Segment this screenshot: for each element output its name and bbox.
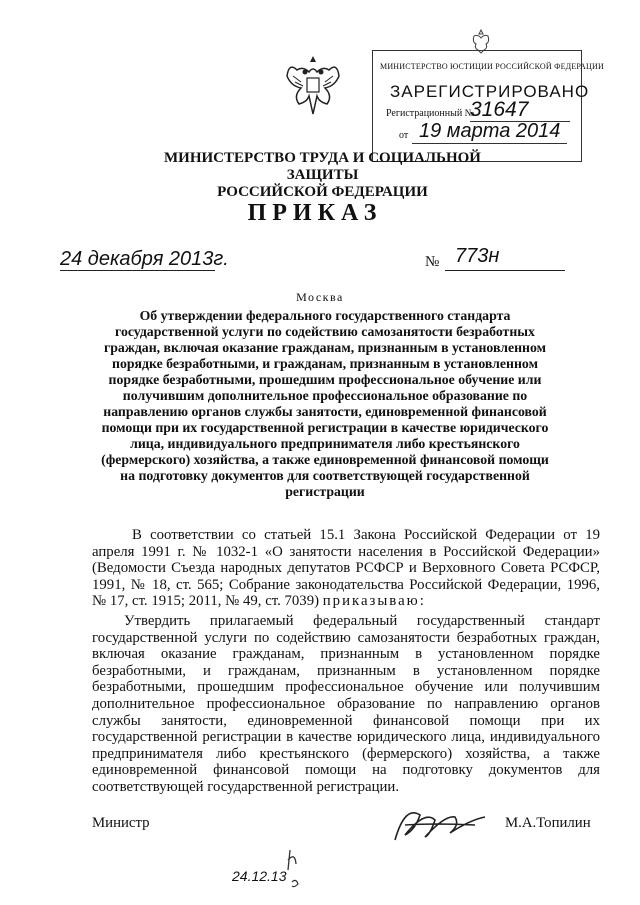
- order-number-label: №: [425, 254, 440, 270]
- stamp-reg-number: 31647: [470, 98, 529, 121]
- stamp-ministry-of-justice: МИНИСТЕРСТВО ЮСТИЦИИ РОССИЙСКОЙ ФЕДЕРАЦИИ: [380, 62, 604, 71]
- preamble-text: В соответствии со статьей 15.1 Закона Российской Федерации от 19 апреля 1991 г. № 1032-1 «О занятости населения в Российской Федерации» (Ведомости Съезда народных депутатов РСФСР и Верховного Совета РСФСР, 1991, № 18, ст. 565; Собрание законодательства Российской Федерации, 1996, № 17, ст. 1915; 2011, № 49, ст. 7039): [92, 527, 600, 610]
- ministry-name: [150, 150, 495, 201]
- handwritten-signature-icon: [375, 795, 500, 855]
- ministry-line-2: РОССИЙСКОЙ ФЕДЕРАЦИИ: [217, 184, 428, 200]
- stamp-date-underline: [412, 143, 567, 144]
- operative-paragraph: Утвердить прилагаемый федеральный государственный стандарт государственной услуги по содействию самозанятости безработных граждан, включая оказание гражданам, признанным в установленном порядке безработными, и гражданам, признанным в установленном порядке безработными, прошедшим профессиональное обучение или получившим дополнительное профессиональное образование по направлению органов службы занятости, единовременной финансовой помощи при их государственной регистрации в качестве юридического лица, индивидуального предпринимателя либо крестьянского (фермерского) хозяйства, а также единовременной финансовой помощи на подготовку документов для соответствующей государственной регистрации.: [92, 613, 600, 795]
- order-date-underline: [60, 270, 215, 271]
- order-date: 24 декабря 2013г.: [60, 248, 229, 270]
- ministry-line-1: МИНИСТЕРСТВО ТРУДА И СОЦИАЛЬНОЙ ЗАЩИТЫ: [164, 150, 481, 183]
- stamp-reg-date: 19 марта 2014: [419, 120, 561, 142]
- document-type: ПРИКАЗ: [247, 200, 383, 226]
- stamp-registered-label: ЗАРЕГИСТРИРОВАНО: [390, 82, 590, 101]
- stamp-reg-number-label: Регистрационный №: [386, 108, 475, 119]
- order-word: приказываю:: [322, 593, 426, 610]
- order-title: Об утверждении федерального государственного стандарта государственной услуги по содействию самозанятости безработных граждан, включая оказание гражданам, признанным в установленном порядке безработными, и гражданам, признанным в установленном порядке безработными, прошедшим профессиональное обучение или получившим дополнительное профессиональное образование по направлению органов службы занятости, единовременной финансовой помощи при их государственной регистрации в качестве юридического лица, индивидуального предпринимателя либо крестьянского (фермерского) хозяйства, а также единовременной финансовой помощи на подготовку документов для соответствующей государственной регистрации: [101, 308, 549, 499]
- stamp-date-prefix: от: [399, 130, 409, 141]
- city: Москва: [296, 290, 344, 304]
- signatory-name: М.А.Топилин: [505, 815, 591, 831]
- order-number-underline: [445, 270, 565, 271]
- preamble-paragraph: [92, 527, 600, 610]
- coat-of-arms-emblem-icon: [283, 52, 343, 120]
- order-number: 773н: [455, 245, 500, 267]
- signatory-role: Министр: [92, 815, 150, 831]
- handwritten-note-date: 24.12.13: [232, 868, 287, 884]
